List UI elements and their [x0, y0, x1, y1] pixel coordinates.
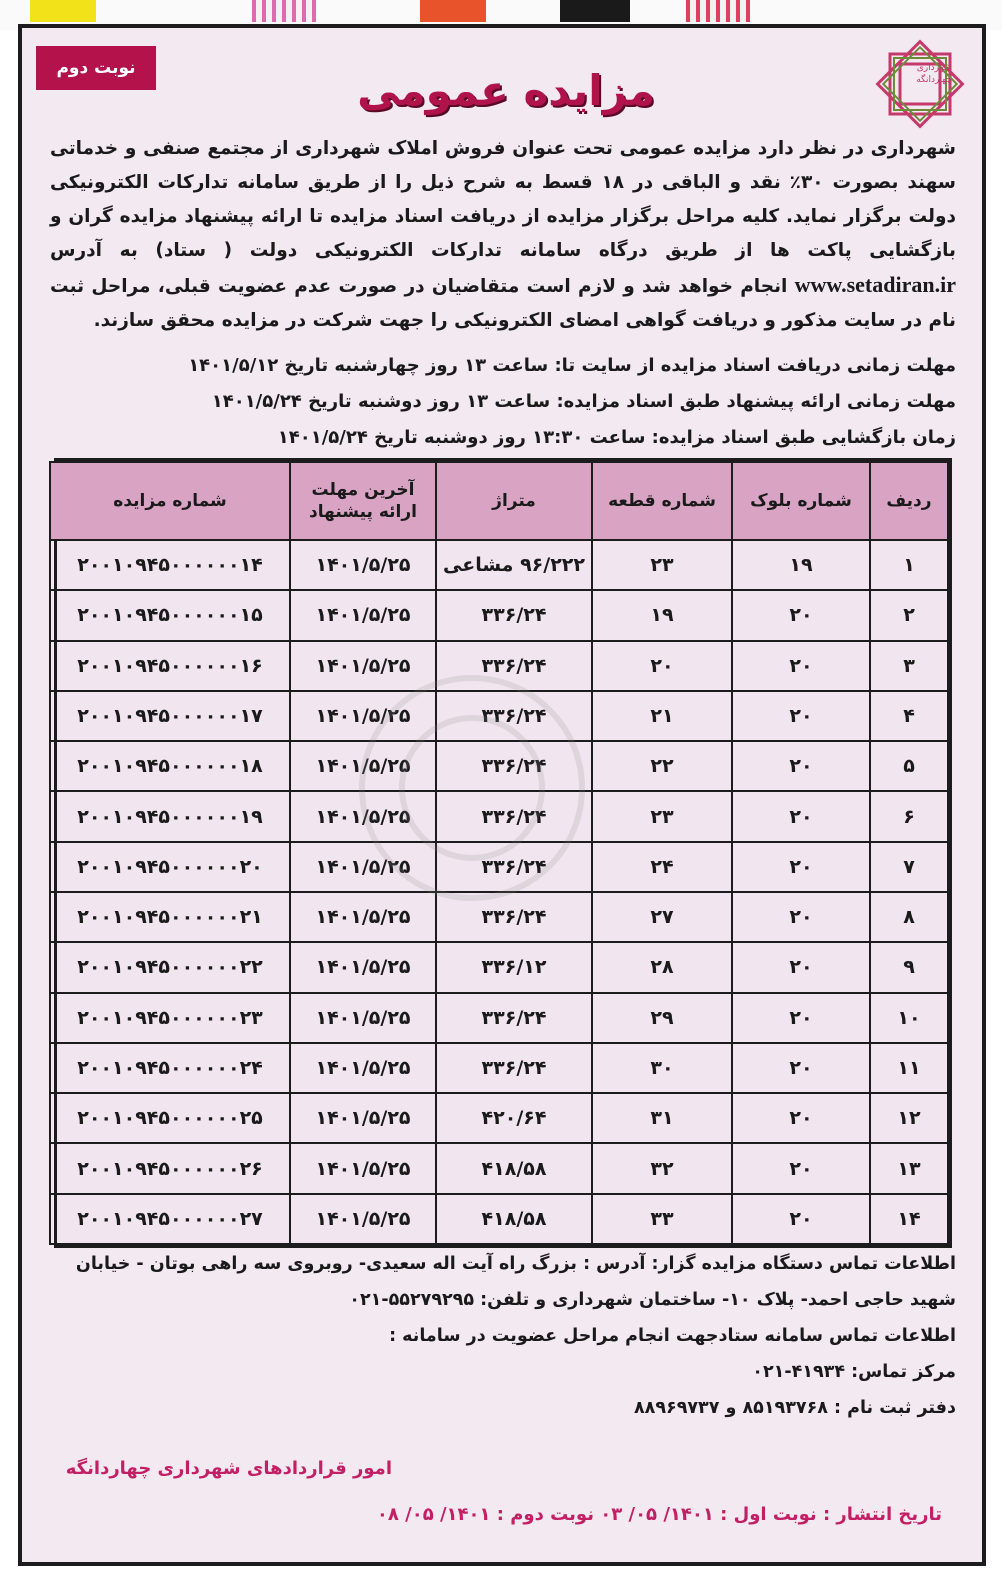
auction-number-cell: ۲۰۰۱۰۹۴۵۰۰۰۰۰۰۲۱ [50, 892, 290, 942]
lot-number-cell: ۲۴ [592, 842, 732, 892]
auction-number-cell: ۲۰۰۱۰۹۴۵۰۰۰۰۰۰۱۴ [50, 540, 290, 590]
block-number-cell: ۱۹ [732, 540, 870, 590]
table-row [50, 892, 948, 942]
pink-color-swatch [252, 0, 316, 22]
area-cell: ۳۳۶/۱۲ [436, 942, 592, 992]
header-lot-number: شماره قطعه [592, 462, 732, 540]
auction-table [54, 458, 952, 1248]
auction-number-cell: ۲۰۰۱۰۹۴۵۰۰۰۰۰۰۱۹ [50, 791, 290, 841]
deadline-cell: ۱۴۰۱/۵/۲۵ [290, 590, 436, 640]
auction-number-cell: ۲۰۰۱۰۹۴۵۰۰۰۰۰۰۱۸ [50, 741, 290, 791]
lot-number-cell: ۱۹ [592, 590, 732, 640]
row-number-cell: ۲ [870, 590, 948, 640]
deadline-cell: ۱۴۰۱/۵/۲۵ [290, 741, 436, 791]
area-cell: ۴۱۸/۵۸ [436, 1194, 592, 1244]
auction-number-cell: ۲۰۰۱۰۹۴۵۰۰۰۰۰۰۱۶ [50, 641, 290, 691]
block-number-cell: ۲۰ [732, 1143, 870, 1193]
lot-number-cell: ۳۳ [592, 1194, 732, 1244]
area-cell: ۳۳۶/۲۴ [436, 791, 592, 841]
deadline-cell: ۱۴۰۱/۵/۲۵ [290, 993, 436, 1043]
table-row [50, 1043, 948, 1093]
row-number-cell: ۸ [870, 892, 948, 942]
area-cell: ۳۳۶/۲۴ [436, 892, 592, 942]
lot-number-cell: ۲۲ [592, 741, 732, 791]
auction-number-cell: ۲۰۰۱۰۹۴۵۰۰۰۰۰۰۲۲ [50, 942, 290, 992]
lot-number-cell: ۳۲ [592, 1143, 732, 1193]
table-row [50, 1143, 948, 1193]
second-round-badge: نوبت دوم [36, 46, 156, 90]
row-number-cell: ۳ [870, 641, 948, 691]
lot-number-cell: ۲۰ [592, 641, 732, 691]
auction-number-cell: ۲۰۰۱۰۹۴۵۰۰۰۰۰۰۱۷ [50, 691, 290, 741]
address-text: اطلاعات تماس دستگاه مزایده گزار: آدرس : بزرگ راه آیت اله سعیدی- روبروی سه راهی بوتان - خیابان شهید حاجی احمد- پلاک ۱۰- ساختمان شهرداری و تلفن: [75, 1254, 956, 1310]
area-cell: ۳۳۶/۲۴ [436, 842, 592, 892]
table-header-row [50, 462, 948, 540]
deadline-cell: ۱۴۰۱/۵/۲۵ [290, 1093, 436, 1143]
area-cell: ۴۱۸/۵۸ [436, 1143, 592, 1193]
deadline-cell: ۱۴۰۱/۵/۲۵ [290, 1043, 436, 1093]
yellow-color-swatch [30, 0, 96, 22]
deadline-cell: ۱۴۰۱/۵/۲۵ [290, 540, 436, 590]
header-deadline: آخرین مهلت ارائه پیشنهاد [290, 462, 436, 540]
header-area: متراژ [436, 462, 592, 540]
lot-number-cell: ۲۹ [592, 993, 732, 1043]
auction-number-cell: ۲۰۰۱۰۹۴۵۰۰۰۰۰۰۲۷ [50, 1194, 290, 1244]
table-row [50, 842, 948, 892]
website-link[interactable]: www.setadiran.ir [794, 272, 956, 297]
intro-paragraph [50, 132, 956, 338]
lot-number-cell: ۳۰ [592, 1043, 732, 1093]
setad-contact-heading: اطلاعات تماس سامانه ستادجهت انجام مراحل عضویت در سامانه : [389, 1326, 956, 1346]
area-cell: ۹۶/۲۲۲ مشاعی [436, 540, 592, 590]
header-row-number: ردیف [870, 462, 948, 540]
row-number-cell: ۴ [870, 691, 948, 741]
auction-number-cell: ۲۰۰۱۰۹۴۵۰۰۰۰۰۰۲۰ [50, 842, 290, 892]
deadline-cell: ۱۴۰۱/۵/۲۵ [290, 842, 436, 892]
area-cell: ۳۳۶/۲۴ [436, 741, 592, 791]
deadline-cell: ۱۴۰۱/۵/۲۵ [290, 1194, 436, 1244]
header-auction-number: شماره مزایده [50, 462, 290, 540]
area-cell: ۳۳۶/۲۴ [436, 691, 592, 741]
row-number-cell: ۱۴ [870, 1194, 948, 1244]
area-cell: ۳۳۶/۲۴ [436, 993, 592, 1043]
logo-lettering: شهرداری چهاردانگه [916, 63, 952, 85]
deadline-cell: ۱۴۰۱/۵/۲۵ [290, 691, 436, 741]
page-title: مزایده عمومی [357, 66, 655, 115]
deadline-cell: ۱۴۰۱/۵/۲۵ [290, 892, 436, 942]
advertisement-page [18, 24, 986, 1566]
row-number-cell: ۶ [870, 791, 948, 841]
lot-number-cell: ۲۳ [592, 791, 732, 841]
table-row [50, 791, 948, 841]
document-deadline: مهلت زمانی دریافت اسناد مزایده از سایت تا: ساعت ۱۳ روز چهارشنبه تاریخ ۱۴۰۱/۵/۱۲ [188, 355, 956, 376]
block-number-cell: ۲۰ [732, 1093, 870, 1143]
block-number-cell: ۲۰ [732, 842, 870, 892]
magenta-color-swatch [686, 0, 750, 22]
lot-number-cell: ۲۳ [592, 540, 732, 590]
auction-number-cell: ۲۰۰۱۰۹۴۵۰۰۰۰۰۰۲۴ [50, 1043, 290, 1093]
table-row [50, 1093, 948, 1143]
block-number-cell: ۲۰ [732, 942, 870, 992]
publication-dates: تاریخ انتشار : نوبت اول : ۱۴۰۱/ ۰۵/ ۰۳ نوبت دوم : ۱۴۰۱/ ۰۵/ ۰۸ [376, 1504, 942, 1525]
black-color-swatch [560, 0, 630, 22]
row-number-cell: ۱۳ [870, 1143, 948, 1193]
table-row [50, 590, 948, 640]
table-row [50, 741, 948, 791]
table-row [50, 1194, 948, 1244]
deadline-list [56, 348, 956, 456]
header-block-number: شماره بلوک [732, 462, 870, 540]
row-number-cell: ۹ [870, 942, 948, 992]
registration-office: دفتر ثبت نام : ۸۵۱۹۳۷۶۸ و ۸۸۹۶۹۷۳۷ [633, 1398, 956, 1418]
block-number-cell: ۲۰ [732, 741, 870, 791]
intro-text-part1: شهرداری در نظر دارد مزایده عمومی تحت عنوان فروش املاک شهرداری از مجتمع صنفی و خدماتی سهند بصورت ۳۰٪ نقد و الباقی در ۱۸ قسط به شرح ذیل را از طریق سامانه تدارکات الکترونیکی دولت برگزار نماید. کلیه مراحل برگزار مزایده از دریافت اسناد مزایده تا ارائه پیشنهاد مزایده گران و بازگشایی پاکت ها از طریق درگاه سامانه تدارکات الکترونیکی دولت ( ستاد) به آدرس [50, 138, 957, 261]
row-number-cell: ۵ [870, 741, 948, 791]
row-number-cell: ۱ [870, 540, 948, 590]
auction-number-cell: ۲۰۰۱۰۹۴۵۰۰۰۰۰۰۱۵ [50, 590, 290, 640]
block-number-cell: ۲۰ [732, 791, 870, 841]
table-row [50, 641, 948, 691]
deadline-cell: ۱۴۰۱/۵/۲۵ [290, 1143, 436, 1193]
area-cell: ۳۳۶/۲۴ [436, 641, 592, 691]
phone-number: ۰۲۱-۵۵۲۷۹۲۹۵ [349, 1290, 475, 1310]
block-number-cell: ۲۰ [732, 590, 870, 640]
lot-number-cell: ۲۱ [592, 691, 732, 741]
auction-number-cell: ۲۰۰۱۰۹۴۵۰۰۰۰۰۰۲۵ [50, 1093, 290, 1143]
table-row [50, 942, 948, 992]
red-color-swatch [420, 0, 486, 22]
deadline-cell: ۱۴۰۱/۵/۲۵ [290, 641, 436, 691]
row-number-cell: ۱۰ [870, 993, 948, 1043]
deadline-cell: ۱۴۰۱/۵/۲۵ [290, 942, 436, 992]
table-row [50, 993, 948, 1043]
row-number-cell: ۱۲ [870, 1093, 948, 1143]
lot-number-cell: ۲۸ [592, 942, 732, 992]
table-body [50, 540, 948, 1244]
contact-info [50, 1246, 956, 1426]
call-center: مرکز تماس: ۴۱۹۳۴-۰۲۱ [752, 1362, 956, 1382]
contact-address [50, 1246, 956, 1318]
area-cell: ۴۲۰/۶۴ [436, 1093, 592, 1143]
lot-number-cell: ۲۷ [592, 892, 732, 942]
deadline-cell: ۱۴۰۱/۵/۲۵ [290, 791, 436, 841]
intro-text-part2: انجام خواهد شد و لازم است متقاضیان در صورت عدم عضویت قبلی، مراحل ثبت نام در سایت مذکور و دریافت گواهی امضای الکترونیکی را جهت شرکت در مزایده محقق سازند. [50, 276, 956, 331]
lot-number-cell: ۳۱ [592, 1093, 732, 1143]
signature: امور قراردادهای شهرداری چهاردانگه [65, 1458, 392, 1479]
block-number-cell: ۲۰ [732, 641, 870, 691]
auction-number-cell: ۲۰۰۱۰۹۴۵۰۰۰۰۰۰۲۳ [50, 993, 290, 1043]
opening-time: زمان بازگشایی طبق اسناد مزایده: ساعت ۱۳:۳۰ روز دوشنبه تاریخ ۱۴۰۱/۵/۲۴ [277, 427, 956, 448]
block-number-cell: ۲۰ [732, 892, 870, 942]
row-number-cell: ۱۱ [870, 1043, 948, 1093]
row-number-cell: ۷ [870, 842, 948, 892]
block-number-cell: ۲۰ [732, 993, 870, 1043]
table-row [50, 540, 948, 590]
auction-number-cell: ۲۰۰۱۰۹۴۵۰۰۰۰۰۰۲۶ [50, 1143, 290, 1193]
area-cell: ۳۳۶/۲۴ [436, 1043, 592, 1093]
area-cell: ۳۳۶/۲۴ [436, 590, 592, 640]
proposal-deadline: مهلت زمانی ارائه پیشنهاد طبق اسناد مزایده: ساعت ۱۳ روز دوشنبه تاریخ ۱۴۰۱/۵/۲۴ [211, 391, 956, 412]
block-number-cell: ۲۰ [732, 1043, 870, 1093]
block-number-cell: ۲۰ [732, 691, 870, 741]
block-number-cell: ۲۰ [732, 1194, 870, 1244]
table-row [50, 691, 948, 741]
